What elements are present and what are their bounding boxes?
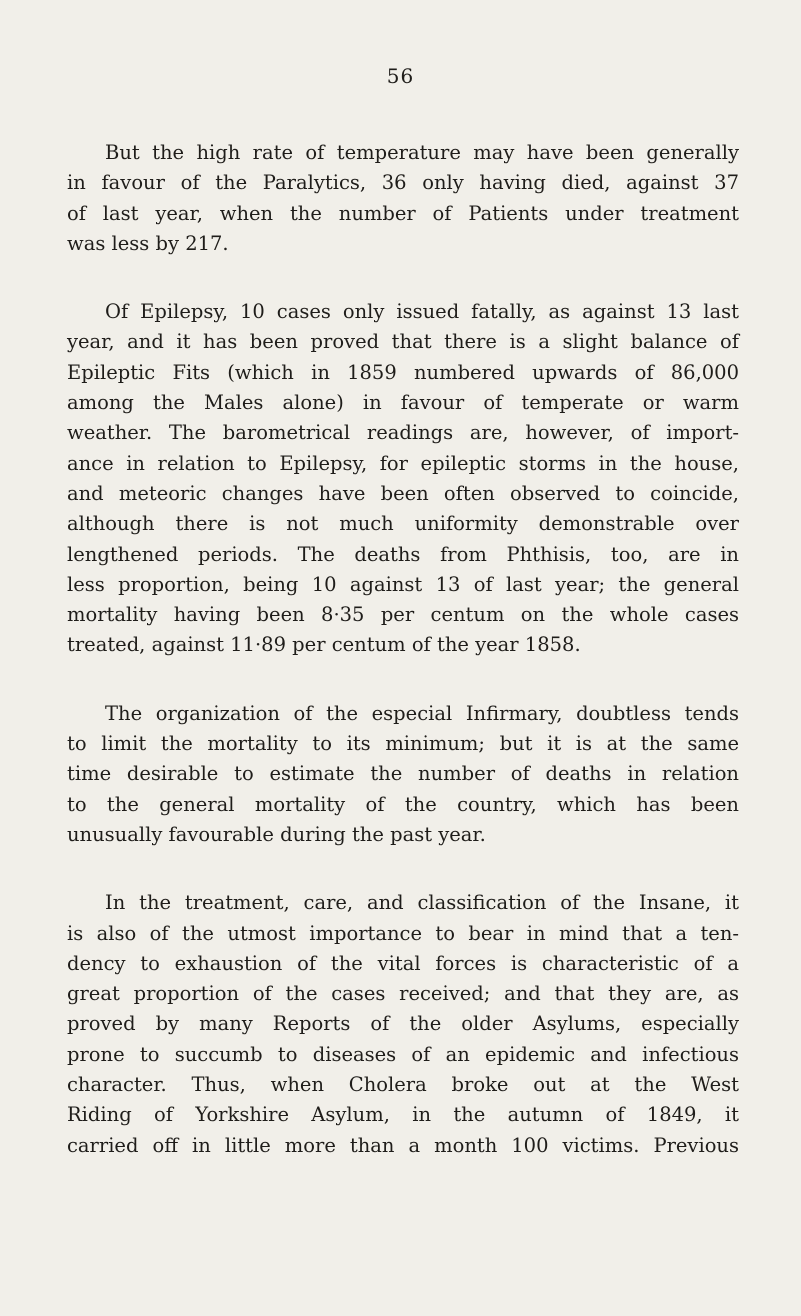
paragraph-paralytics: [67, 138, 739, 259]
text-line: and meteoric changes have been often observed to coincide,: [67, 481, 739, 505]
text-line: Of Epilepsy, 10 cases only issued fatally, as against 13 last: [105, 300, 739, 324]
text-line: proved by many Reports of the older Asylums, especially: [67, 1012, 739, 1036]
text-line: dency to exhaustion of the vital forces is characteristic of a: [67, 951, 739, 975]
text-line: of last year, when the number of Patients under treatment: [67, 201, 739, 225]
text-line: to the general mortality of the country, which has been: [67, 792, 739, 816]
text-line: although there is not much uniformity demonstrable over: [67, 512, 739, 536]
text-line: to limit the mortality to its minimum; but it is at the same: [67, 732, 739, 756]
paragraph-infirmary: [67, 699, 739, 850]
paragraph-treatment: [67, 888, 739, 1161]
text-line: time desirable to estimate the number of deaths in relation: [67, 762, 739, 786]
text-line: mortality having been 8·35 per centum on the whole cases: [67, 603, 739, 627]
text-line: The organization of the especial Infirmary, doubtless tends: [105, 701, 739, 725]
text-line: was less by 217.: [67, 231, 229, 255]
text-line: among the Males alone) in favour of temperate or warm: [67, 391, 739, 415]
text-line: in favour of the Paralytics, 36 only having died, against 37: [67, 171, 739, 195]
text-line: is also of the utmost importance to bear in mind that a ten-: [67, 921, 739, 945]
text-line: unusually favourable during the past year.: [67, 822, 486, 846]
text-line: great proportion of the cases received; and that they are, as: [67, 982, 739, 1006]
text-line: Riding of Yorkshire Asylum, in the autumn of 1849, it: [67, 1103, 739, 1127]
text-line: less proportion, being 10 against 13 of last year; the general: [67, 572, 739, 596]
text-line: prone to succumb to diseases of an epidemic and infectious: [67, 1042, 739, 1066]
text-line: character. Thus, when Cholera broke out at the West: [67, 1073, 739, 1097]
body-text: [67, 138, 739, 1199]
text-line: treated, against 11·89 per centum of the year 1858.: [67, 633, 581, 657]
text-line: Epileptic Fits (which in 1859 numbered upwards of 86,000: [67, 360, 739, 384]
page-number: 56: [386, 64, 415, 88]
text-line: weather. The barometrical readings are, however, of import-: [67, 421, 739, 445]
paragraph-epilepsy: [67, 297, 739, 661]
text-line: In the treatment, care, and classification of the Insane, it: [105, 891, 739, 915]
text-line: carried off in little more than a month 100 victims. Previous: [67, 1133, 739, 1157]
text-line: year, and it has been proved that there is a slight balance of: [67, 330, 739, 354]
text-line: lengthened periods. The deaths from Phthisis, too, are in: [67, 542, 739, 566]
text-line: ance in relation to Epilepsy, for epileptic storms in the house,: [67, 451, 739, 475]
text-line: But the high rate of temperature may have been generally: [105, 141, 739, 164]
